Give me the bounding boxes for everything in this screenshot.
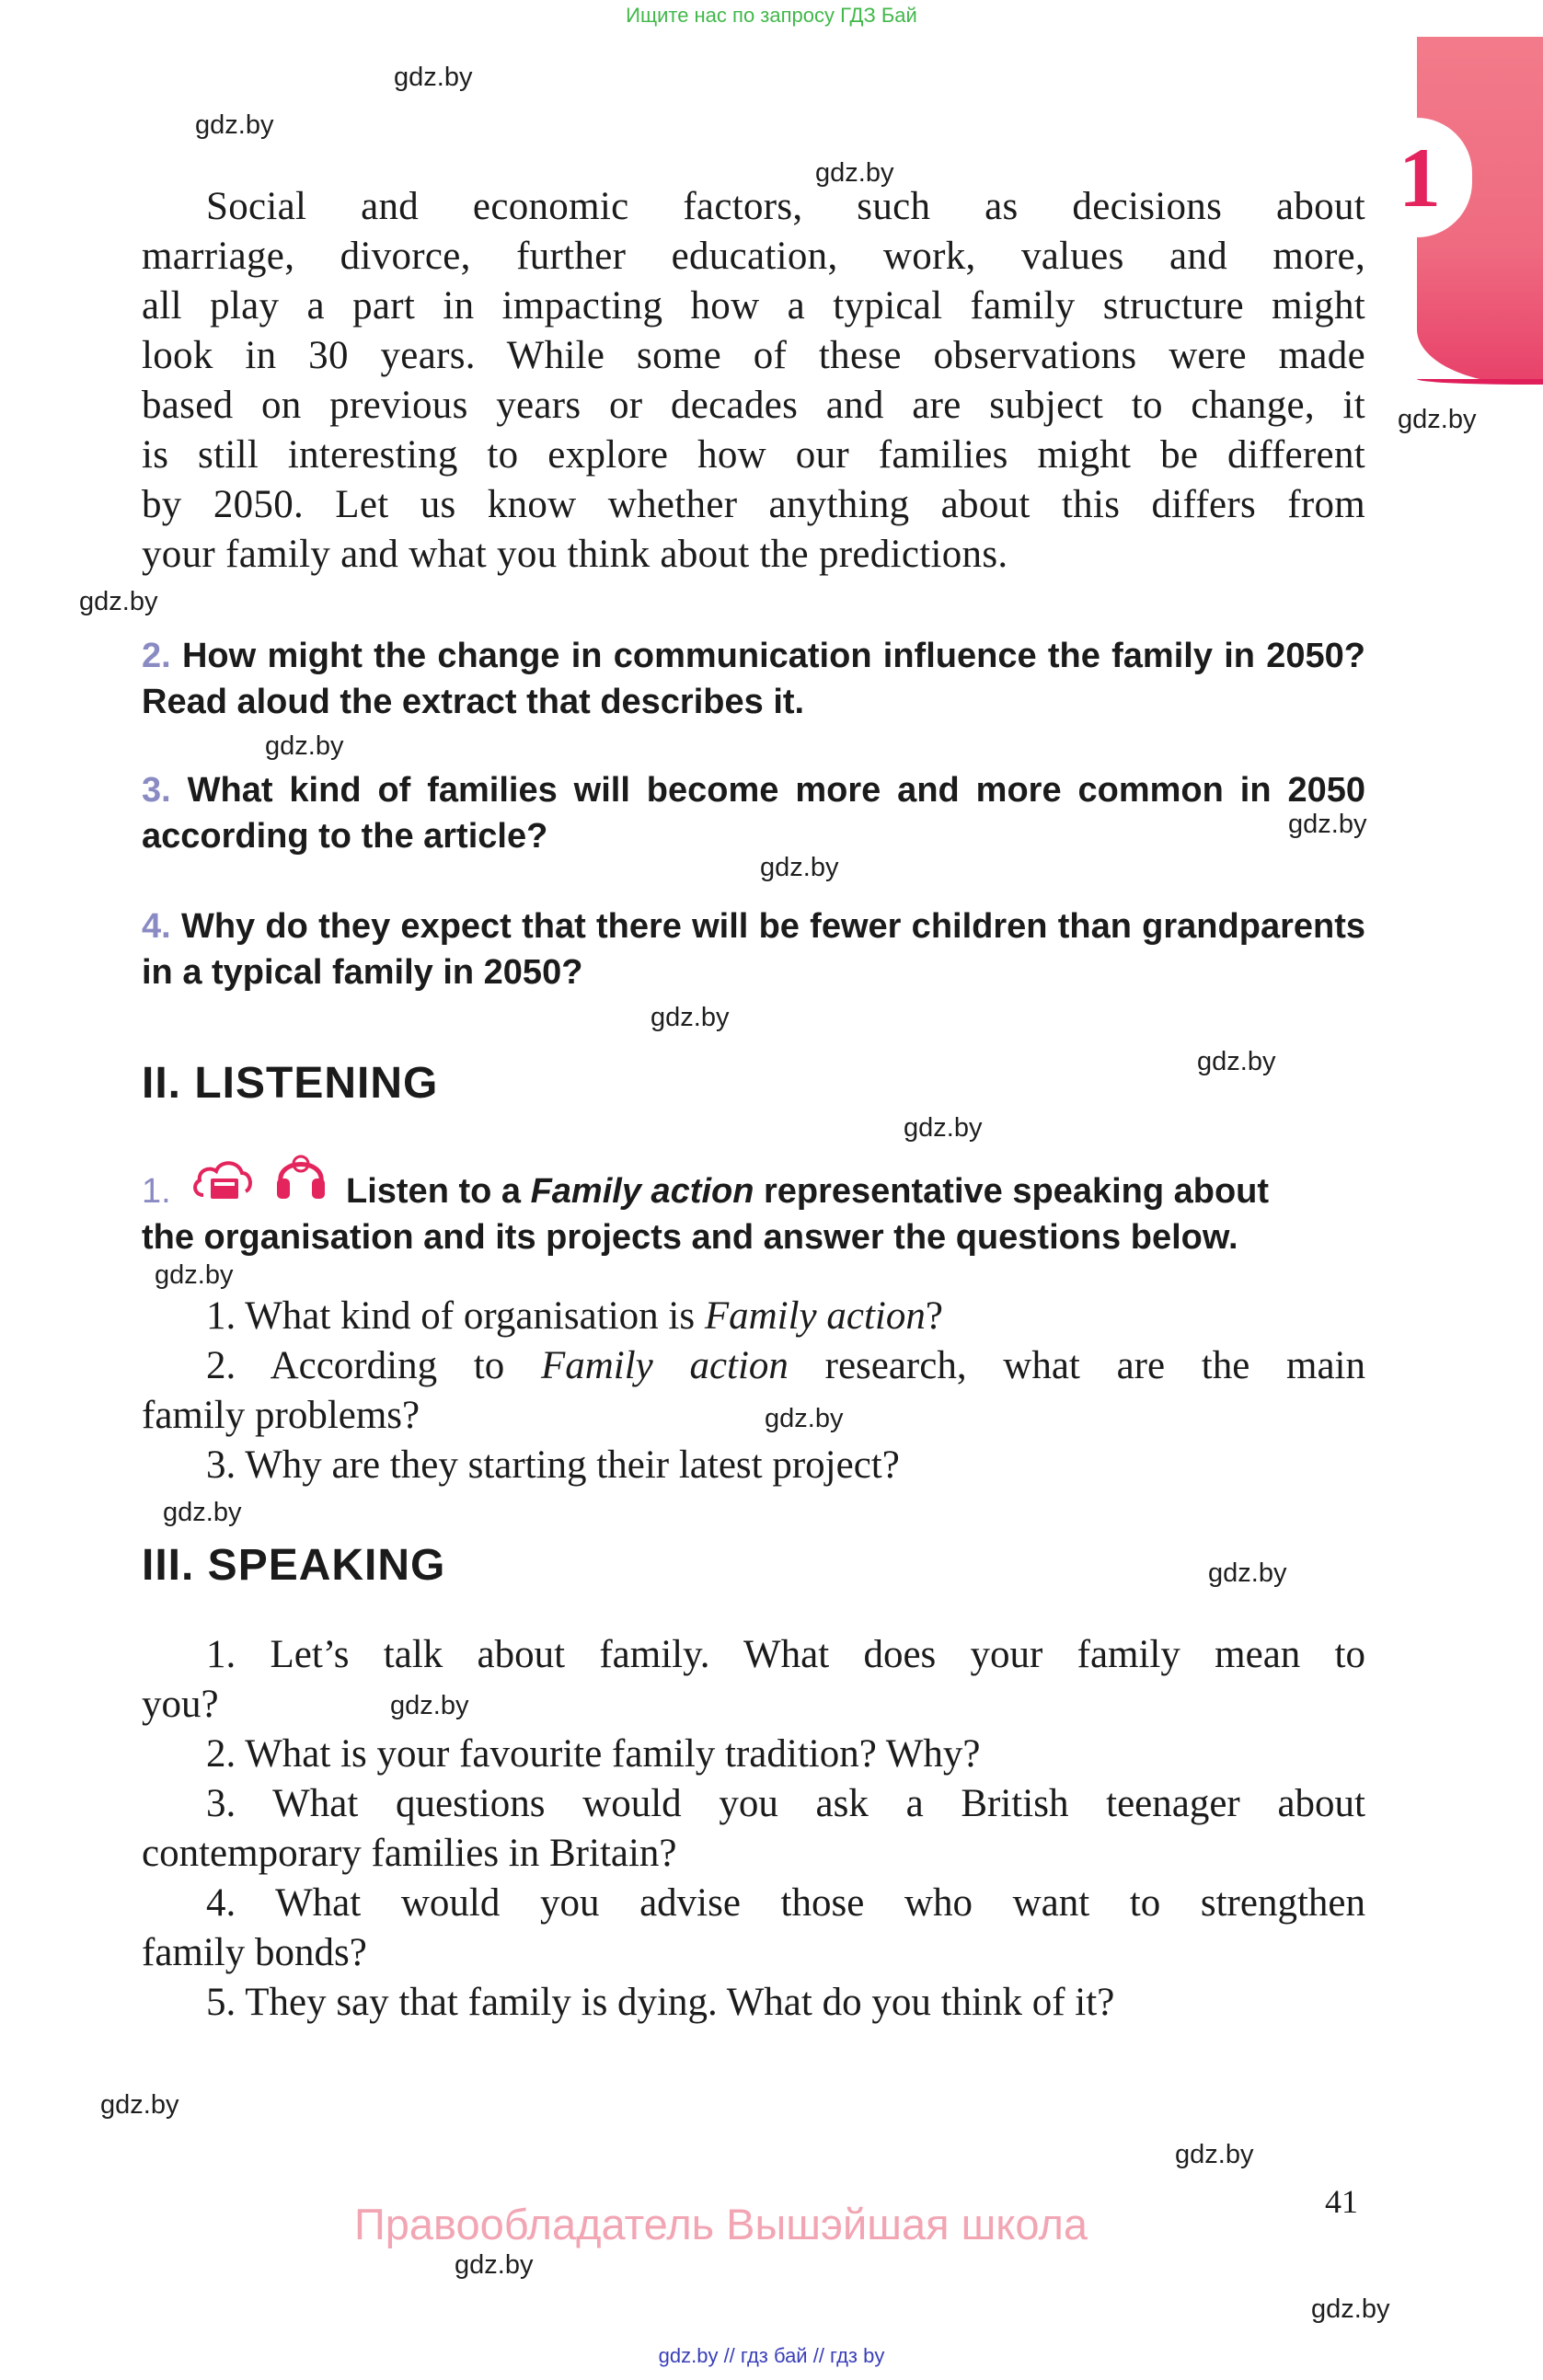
question-number: 2. [142,637,171,675]
paragraph-line: marriage, divorce, further education, work, values and more, [142,235,1365,278]
watermark: gdz.by [1288,810,1367,839]
speaking-heading: III. SPEAKING [142,1541,446,1590]
q-text: ? [925,1294,943,1338]
task-italic: Family action [530,1172,754,1211]
question-4 [142,903,1365,995]
task-text: representative speaking about [754,1172,1270,1211]
paragraph-line: based on previous years or decades and are subject to change, it [142,384,1365,427]
speaking-line: contemporary families in Britain? [142,1832,677,1875]
question-2 [142,633,1365,725]
watermark: gdz.by [904,1113,983,1143]
speaking-line: 5. They say that family is dying. What do you think of it? [206,1981,1115,2024]
paragraph-line: look in 30 years. While some of these observations were made [142,334,1365,377]
q-italic: Family action [704,1294,926,1338]
watermark: gdz.by [651,1003,730,1032]
listening-heading: II. LISTENING [142,1059,439,1108]
question-text: How might the change in communication influence the family in 2050? Read aloud the extract that describes it. [142,637,1365,721]
watermark: gdz.by [760,853,839,882]
speaking-line: family bonds? [142,1931,367,1974]
task-text: Listen to a [346,1172,531,1211]
bottom-banner[interactable]: gdz.by // гдз бай // гдз by [658,2344,885,2367]
chapter-number: 1 [1399,131,1441,224]
question-3 [142,767,1365,859]
question-number: 4. [142,907,171,946]
watermark: gdz.by [455,2250,534,2280]
listening-question-2 [206,1341,1365,1391]
listening-question-1 [206,1292,1365,1341]
headphones-icon [273,1145,328,1202]
paragraph-line: all play a part in impacting how a typical family structure might [142,284,1365,328]
watermark: gdz.by [390,1691,469,1720]
question-text: Why do they expect that there will be fewer children than grandparents in a typical family in 2050? [142,907,1365,992]
listening-question-3: 3. Why are they starting their latest project? [206,1443,900,1487]
q-text: 2. According to [206,1344,541,1387]
speaking-line: 4. What would you advise those who want to strengthen [206,1881,1365,1925]
speaking-line: you? [142,1683,219,1726]
watermark: gdz.by [1175,2140,1254,2169]
listening-question-2-cont: family problems? [142,1394,420,1437]
speaking-line: 2. What is your favourite family tradition? Why? [206,1732,981,1776]
speaking-line: 1. Let’s talk about family. What does your family mean to [206,1633,1365,1676]
paragraph-line: Social and economic factors, such as decisions about [206,185,1365,228]
watermark: gdz.by [1208,1558,1287,1588]
q-text: 1. What kind of organisation is [206,1294,705,1338]
watermark: gdz.by [394,63,473,92]
page-number: 41 [1325,2183,1358,2220]
question-text: What kind of families will become more and more common in 2050 according to the article? [142,771,1365,856]
task-number: 1. [142,1172,171,1211]
watermark: gdz.by [765,1404,844,1433]
watermark: gdz.by [1311,2294,1390,2324]
paragraph-line: is still interesting to explore how our families might be different [142,433,1365,477]
watermark: gdz.by [163,1498,242,1527]
q-text: research, what are the main [788,1344,1365,1387]
copyright-notice: Правообладатель Вышэйшая школа [353,2200,1088,2248]
listening-task-line [346,1168,1365,1214]
watermark: gdz.by [195,110,274,140]
question-number: 3. [142,771,171,810]
listening-task-line: the organisation and its projects and answer the questions below. [142,1218,1238,1257]
cloud-audio-icon [190,1153,255,1204]
watermark: gdz.by [1398,405,1477,434]
paragraph-line: by 2050. Let us know whether anything about this differs from [142,483,1365,526]
paragraph-line: your family and what you think about the predictions. [142,533,1008,576]
top-banner[interactable]: Ищите нас по запросу ГДЗ Бай [626,4,917,27]
q-italic: Family action [540,1344,789,1387]
watermark: gdz.by [815,158,894,188]
watermark: gdz.by [100,2090,179,2120]
watermark: gdz.by [79,587,158,616]
speaking-line: 3. What questions would you ask a British teenager about [206,1782,1365,1825]
watermark: gdz.by [155,1260,234,1290]
watermark: gdz.by [1197,1047,1276,1076]
watermark: gdz.by [265,731,344,761]
